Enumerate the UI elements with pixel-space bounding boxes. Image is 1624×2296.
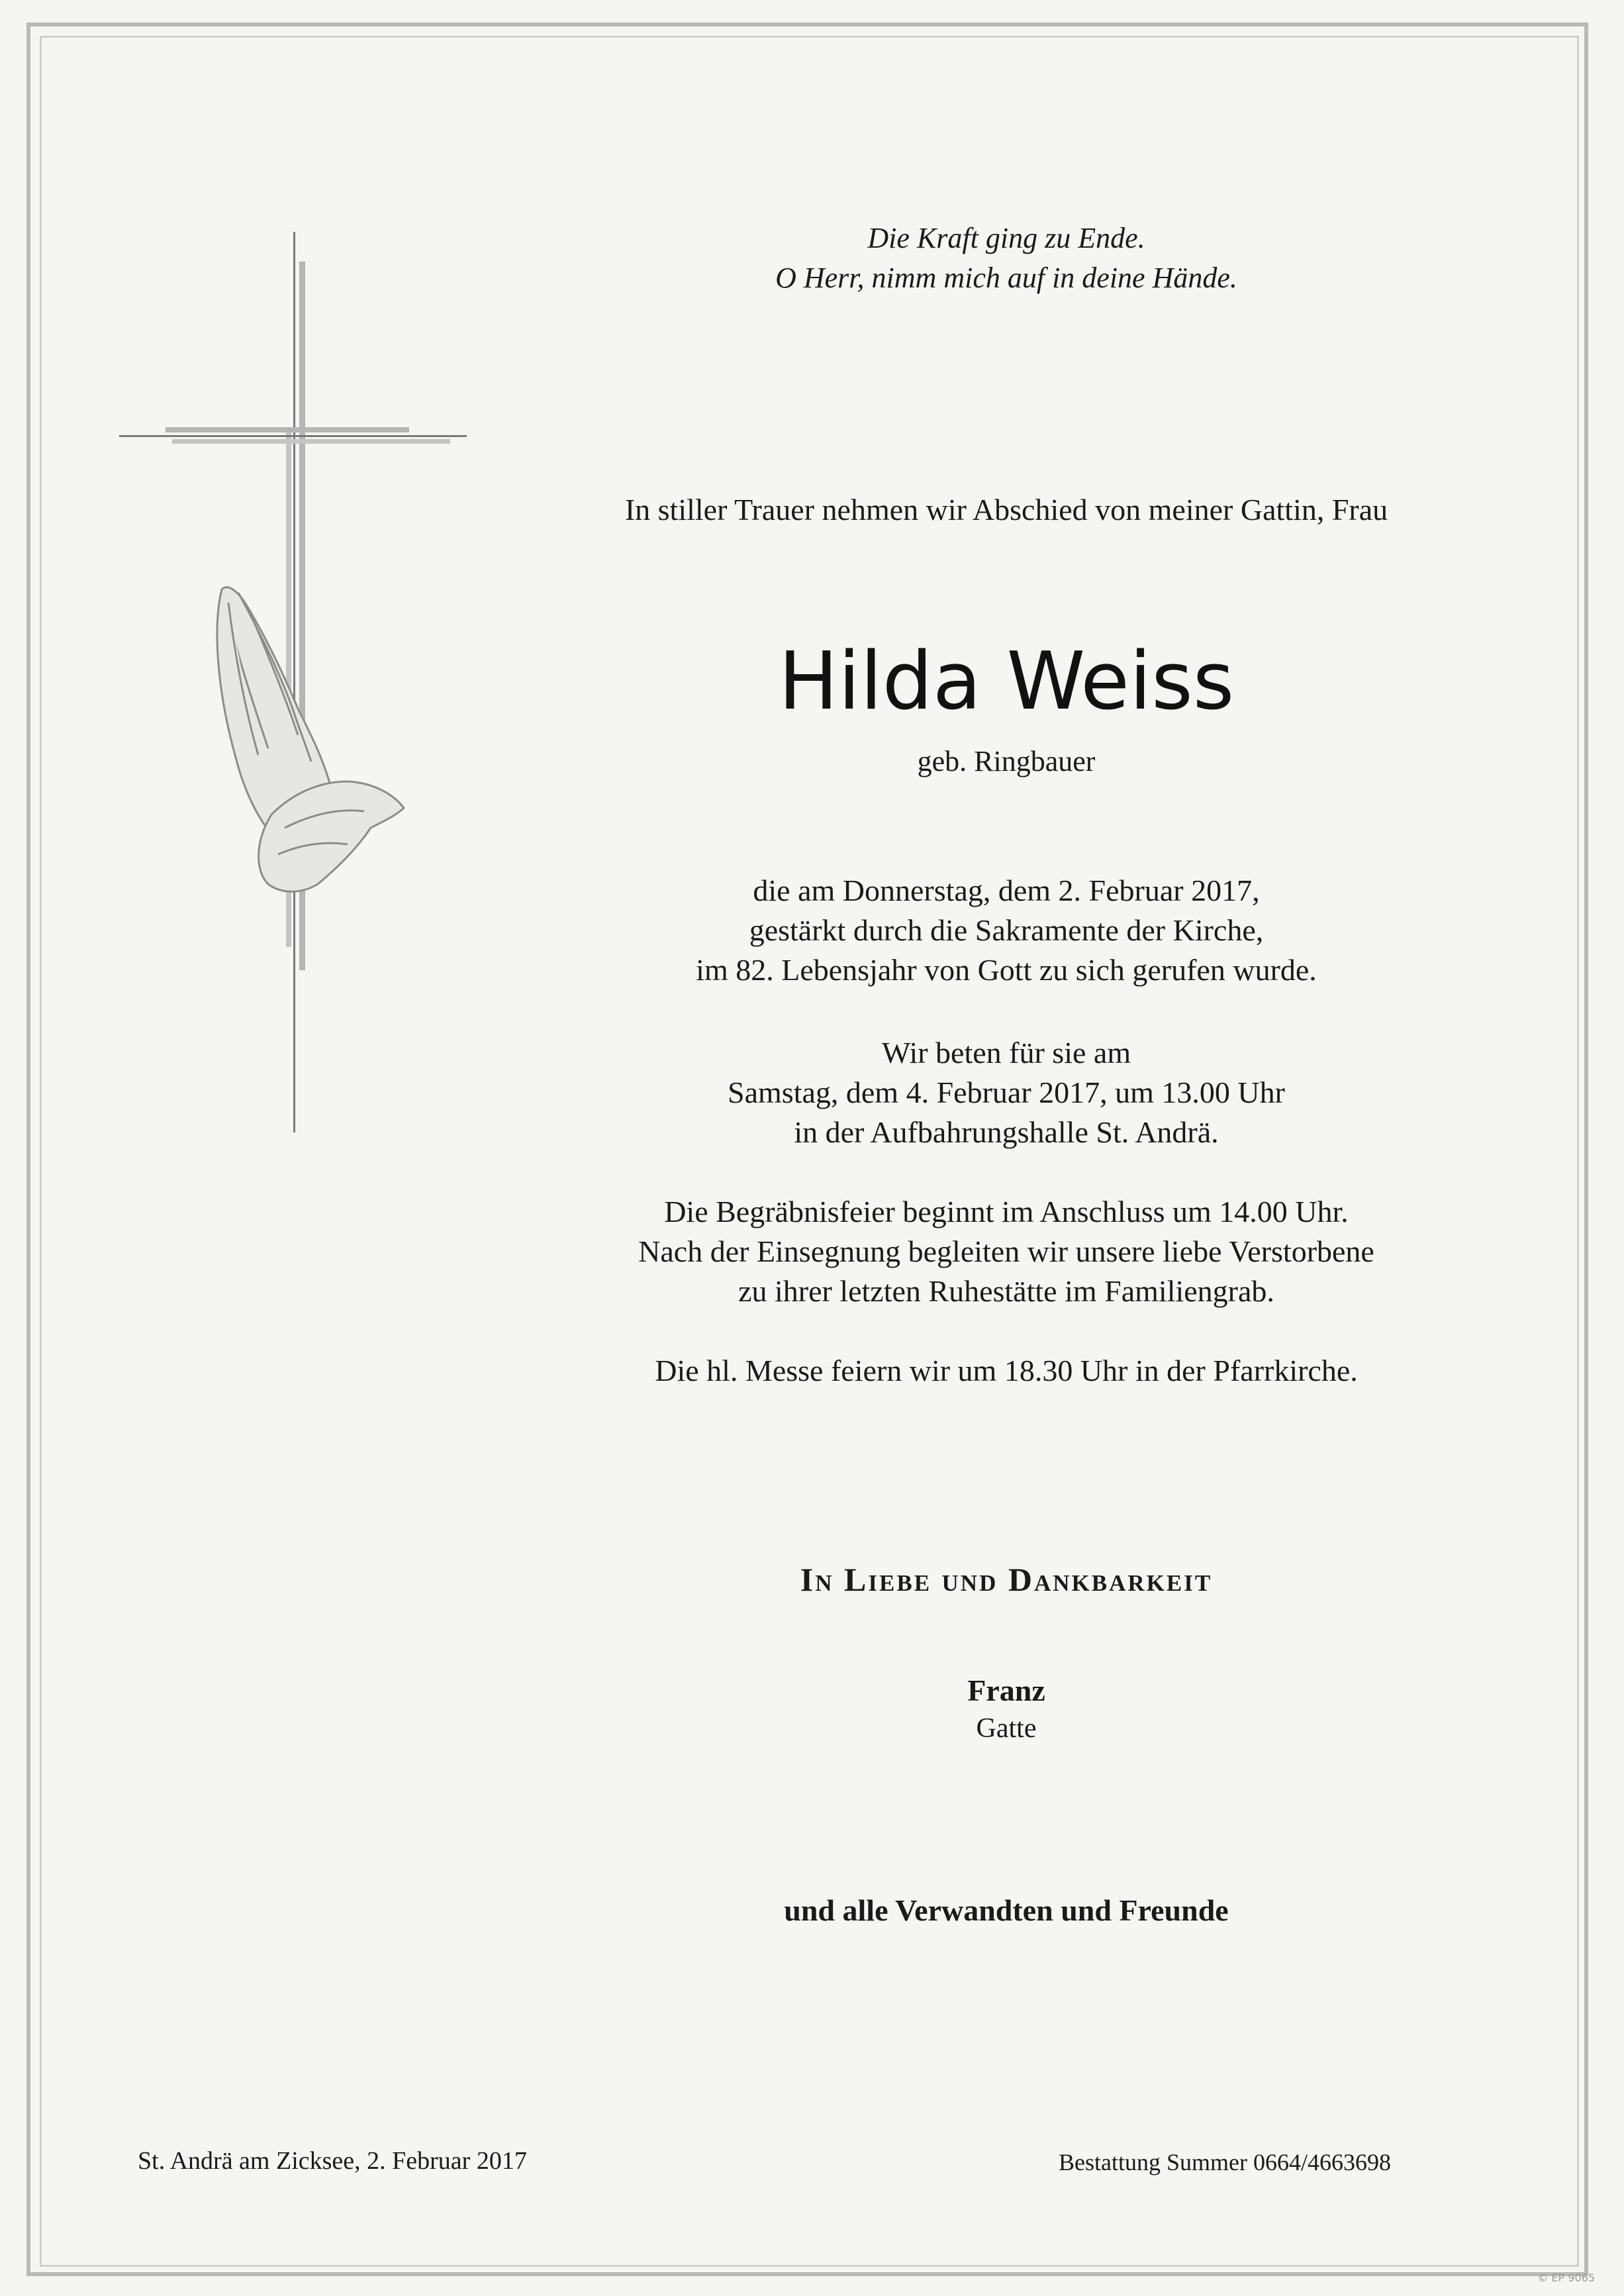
prayer-line: in der Aufbahrungshalle St. Andrä.	[794, 1115, 1219, 1149]
death-paragraph	[543, 871, 1470, 990]
funeral-line: zu ihrer letzten Ruhestätte im Familiengrab.	[738, 1274, 1274, 1308]
death-line: gestärkt durch die Sakramente der Kirche,	[749, 913, 1264, 947]
verse	[543, 219, 1470, 298]
prayer-line: Samstag, dem 4. Februar 2017, um 13.00 Uhr	[728, 1075, 1285, 1109]
funeral-line: Nach der Einsegnung begleiten wir unsere liebe Verstorbene	[638, 1234, 1374, 1268]
mourner-name: Franz	[967, 1673, 1045, 1707]
mass-line: Die hl. Messe feiern wir um 18.30 Uhr in der Pfarrkirche.	[655, 1354, 1358, 1387]
undertaker-contact: Bestattung Summer 0664/4663698	[1059, 2149, 1391, 2175]
place-date: St. Andrä am Zicksee, 2. Februar 2017	[138, 2147, 527, 2175]
birth-name: geb. Ringbauer	[917, 745, 1096, 777]
praying-hands-icon	[217, 587, 404, 891]
death-line: im 82. Lebensjahr von Gott zu sich gerufen wurde.	[696, 953, 1317, 987]
intro-text: In stiller Trauer nehmen wir Abschied von meiner Gattin, Frau	[624, 493, 1388, 526]
death-line: die am Donnerstag, dem 2. Februar 2017,	[753, 873, 1260, 907]
other-mourners: und alle Verwandten und Freunde	[784, 1893, 1229, 1927]
mass-paragraph	[543, 1351, 1470, 1391]
funeral-line: Die Begräbnisfeier beginnt im Anschluss um 14.00 Uhr.	[664, 1195, 1349, 1228]
deceased-name: Hilda Weiss	[778, 636, 1235, 728]
product-code: © EP 9065	[1537, 2271, 1595, 2284]
closing-heading: In Liebe und Dankbarkeit	[800, 1561, 1213, 1598]
cross-icon	[119, 232, 477, 1132]
verse-line-2: O Herr, nimm mich auf in deine Hände.	[775, 262, 1237, 294]
mourner-role: Gatte	[976, 1713, 1037, 1744]
verse-line-1: Die Kraft ging zu Ende.	[867, 222, 1145, 254]
prayer-paragraph	[543, 1033, 1470, 1152]
funeral-paragraph	[543, 1192, 1470, 1311]
prayer-line: Wir beten für sie am	[881, 1036, 1131, 1070]
